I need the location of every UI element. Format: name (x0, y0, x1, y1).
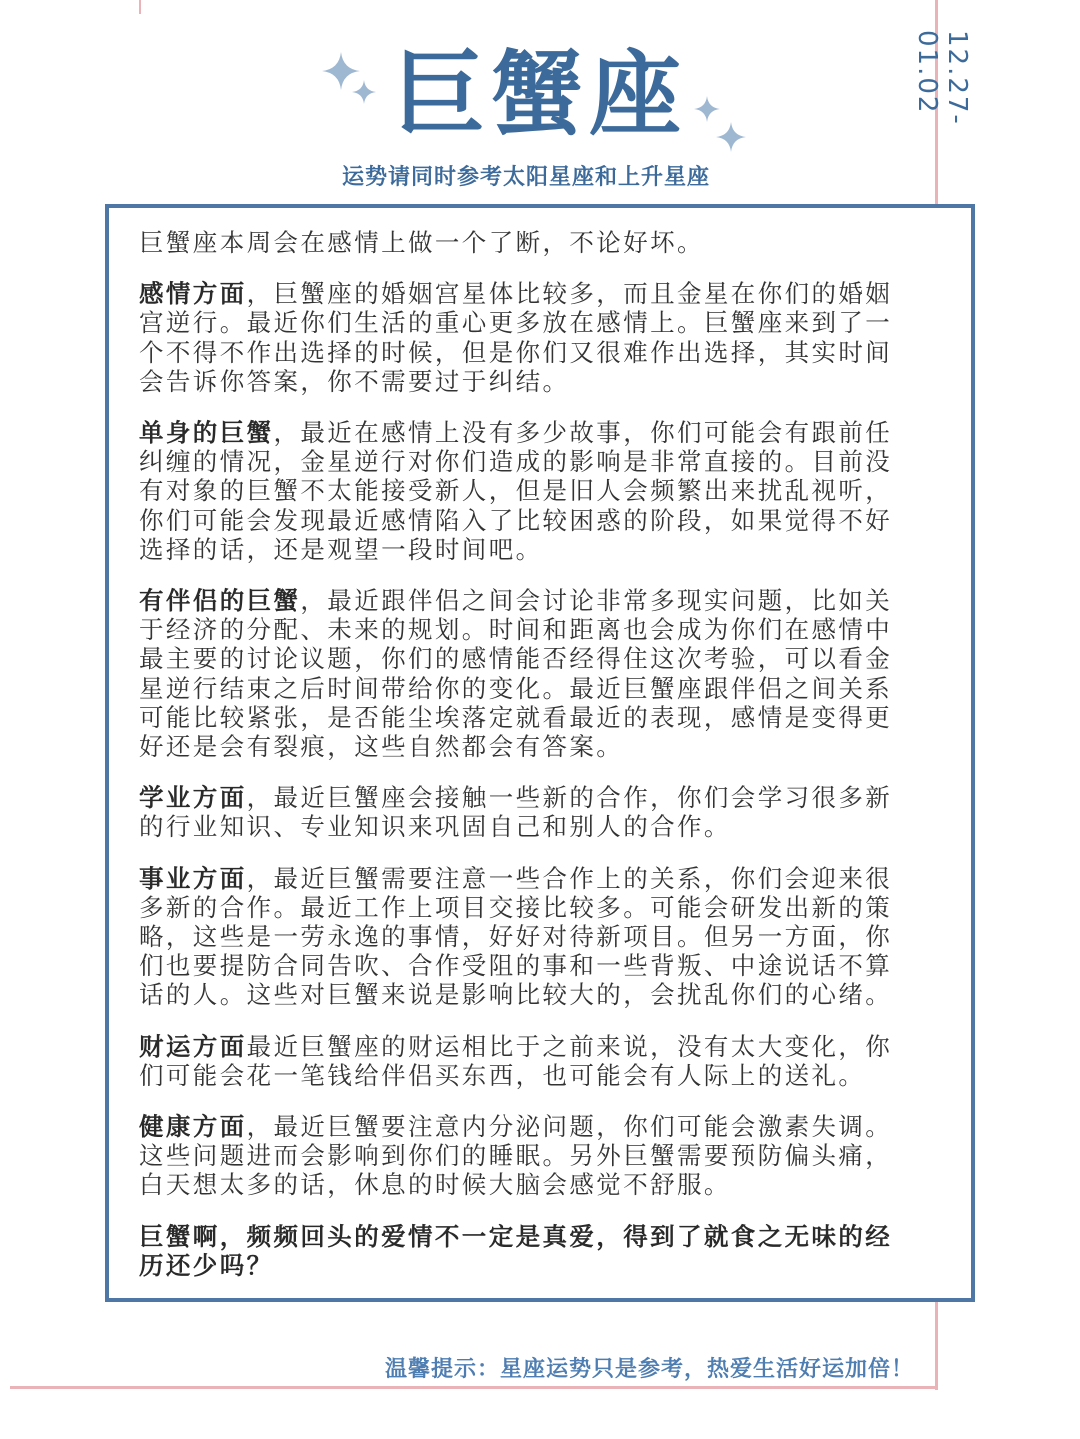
section-study (139, 783, 919, 841)
closing-remark: 巨蟹啊，频频回头的爱情不一定是真爱，得到了就食之无味的经历还少吗？ (139, 1221, 893, 1280)
intro-paragraph: 巨蟹座本周会在感情上做一个了断，不论好坏。 (139, 228, 704, 257)
page-subtitle: 运势请同时参考太阳星座和上升星座 (341, 165, 710, 190)
section-heading: 单身的巨蟹 (139, 418, 274, 448)
section-text: ，最近跟伴侣之间会讨论非常多现实问题，比如关于经济的分配、未来的规划。时间和距离也会成为你们在感情中最主要的讨论议题，你们的感情能否经得住这次考验，可以看金星逆行结束之后时间带给你的变化。最近巨蟹座跟伴侣之间关系可能比较紧张，是否能尘埃落定就看最近的表现，感情是变得更好还是会有裂痕，这些自然都会有答案。 (139, 586, 893, 762)
section-heading: 感情方面 (139, 279, 247, 309)
content-card (105, 204, 975, 1302)
section-single (139, 418, 919, 564)
section-love (139, 279, 919, 396)
section-career (139, 864, 919, 1010)
section-health (139, 1112, 919, 1200)
page-title: 巨蟹座 (392, 41, 687, 148)
article-body (139, 228, 919, 1302)
footer-tip: 温馨提示：星座运势只是参考，热爱生活好运加倍！ (384, 1357, 914, 1382)
section-text: ，最近巨蟹要注意内分泌问题，你们可能会激素失调。这些问题进而会影响到你们的睡眠。另外巨蟹需要预防偏头痛，白天想太多的话，休息的时候大脑会感觉不舒服。 (139, 1112, 893, 1200)
section-heading: 有伴侣的巨蟹 (139, 586, 301, 616)
section-text: 最近巨蟹座的财运相比于之前来说，没有太大变化，你们可能会花一笔钱给伴侣买东西，也可能会有人际上的送礼。 (139, 1031, 893, 1090)
section-text: ，巨蟹座的婚姻宫星体比较多，而且金星在你们的婚姻宫逆行。最近你们生活的重心更多放在感情上。巨蟹座来到了一个不得不作出选择的时候，但是你们又很难作出选择，其实时间会告诉你答案，你不需要过于纠结。 (139, 279, 893, 396)
section-heading: 学业方面 (139, 783, 247, 813)
section-text: ，最近巨蟹座会接触一些新的合作，你们会学习很多新的行业知识、专业知识来巩固自己和别人的合作。 (139, 783, 893, 842)
section-wealth (139, 1032, 919, 1090)
section-heading: 财运方面 (139, 1031, 247, 1061)
section-text: ，最近巨蟹需要注意一些合作上的关系，你们会迎来很多新的合作。最近工作上项目交接比较多。可能会研发出新的策略，这些是一劳永逸的事情，好好对待新项目。但另一方面，你们也要提防合同告吹、合作受阻的事和一些背叛、中途说话不算话的人。这些对巨蟹来说是影响比较大的，会扰乱你们的心绪。 (139, 863, 893, 1010)
decorative-tick (139, 0, 141, 14)
decorative-line-horizontal (10, 1386, 938, 1389)
section-heading: 健康方面 (139, 1112, 247, 1142)
section-text: ，最近在感情上没有多少故事，你们可能会有跟前任纠缠的情况，金星逆行对你们造成的影响是非常直接的。目前没有对象的巨蟹不太能接受新人，但是旧人会频繁出来扰乱视听，你们可能会发现最近感情陷入了比较困惑的阶段，如果觉得不好选择的话，还是观望一段时间吧。 (139, 418, 893, 564)
section-heading: 事业方面 (139, 863, 247, 893)
date-range: 12.27-01.02 (912, 30, 972, 126)
section-partnered (139, 586, 919, 761)
